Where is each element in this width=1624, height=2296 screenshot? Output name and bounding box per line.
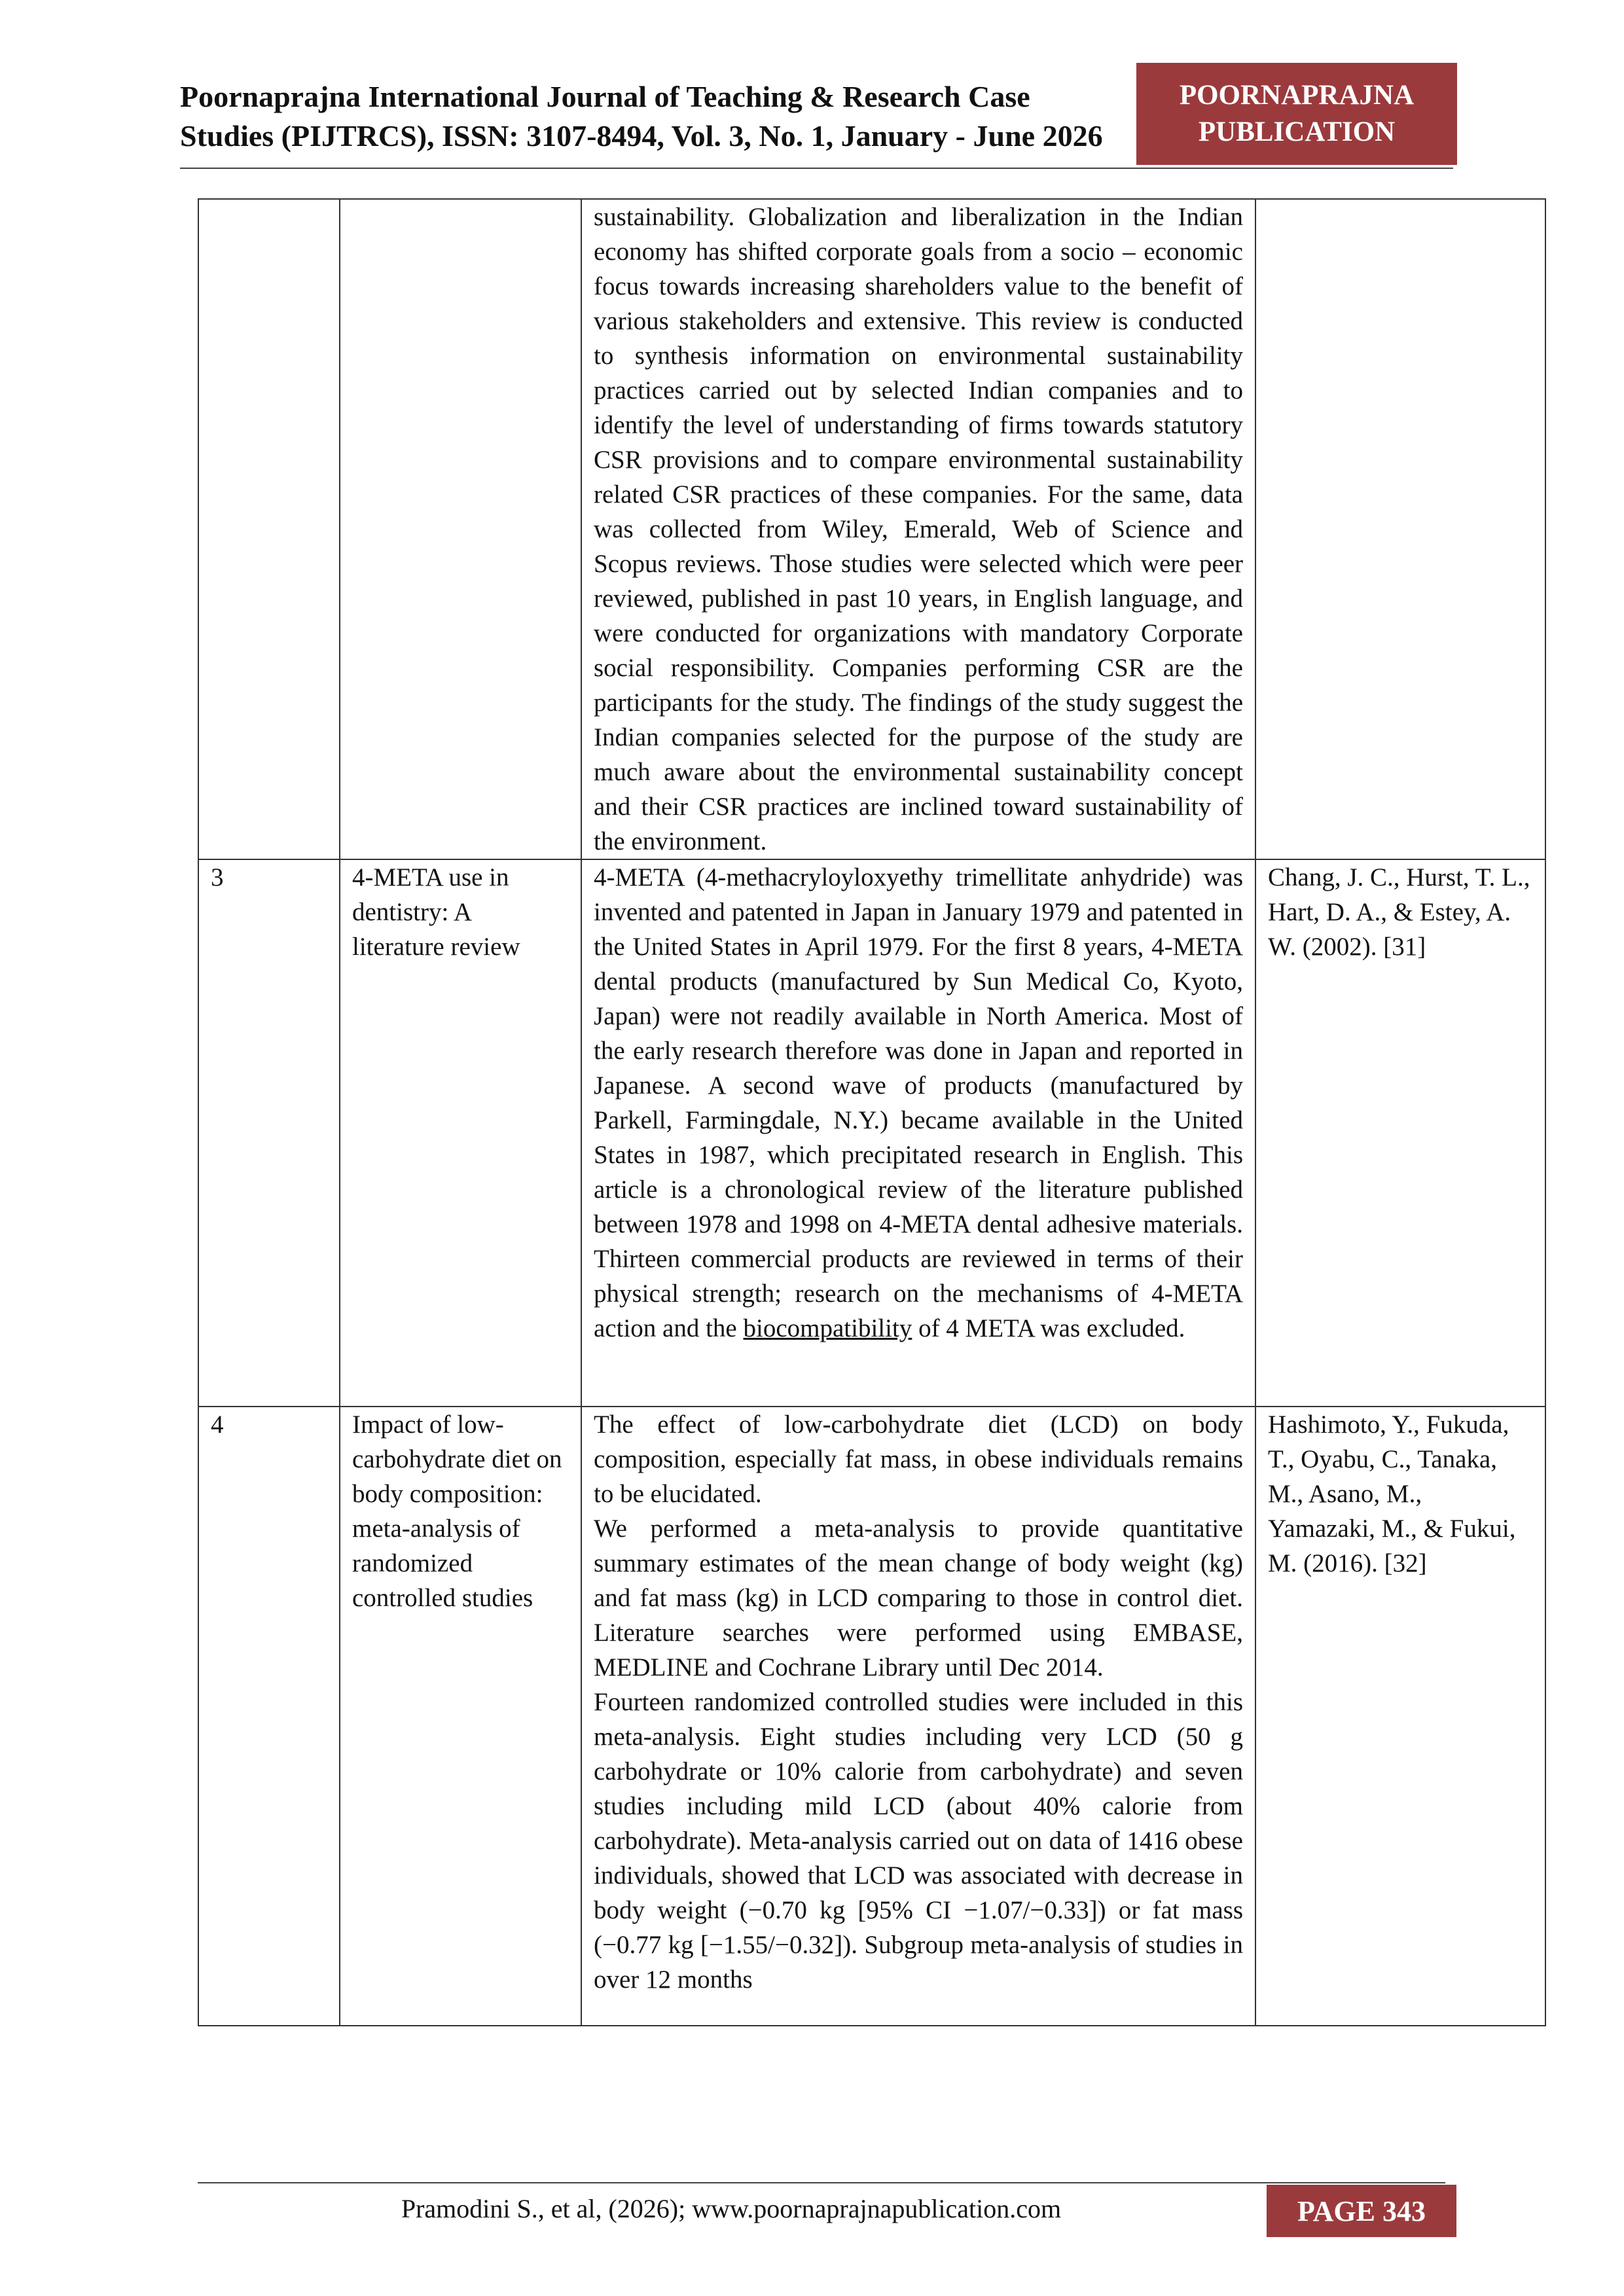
table-row (198, 1407, 1545, 2026)
literature-review-table (198, 198, 1546, 2026)
paper-title: 4-META use in dentistry: A literature review (340, 859, 581, 1407)
paper-reference (1255, 199, 1545, 859)
abstract-text: 4-META (4-methacryloyloxyethy trimellitate anhydride) was invented and patented in Japan in January 1979 and patented in the United States in April 1979. For the first 8 years, 4-META dental products (manufactured by Sun Medical Co, Kyoto, Japan) were not readily available in North America. Most of the early research therefore was done in Japan and reported in Japanese. A second wave of products (manufactured by Parkell, Farmingdale, N.Y.) became available in the United States in 1987, which precipitated research in English. This article is a chronological review of the literature published between 1978 and 1998 on 4-META dental adhesive materials. Thirteen commercial products are reviewed in terms of their physical strength; research on the mechanisms of 4-META action and the (594, 863, 1243, 1342)
abstract-paragraph: sustainability. Globalization and liberalization in the Indian economy has shifted corporate goals from a socio – economic focus towards increasing shareholders value to the benefit of various stakeholders and extensive. This review is conducted to synthesis information on environmental sustainability practices carried out by selected Indian companies and to identify the level of understanding of firms towards statutory CSR provisions and to compare environmental sustainability related CSR practices of these companies. For the same, data was collected from Wiley, Emerald, Web of Science and Scopus reviews. Those studies were selected which were peer reviewed, published in past 10 years, in English language, and were conducted for organizations with mandatory Corporate social responsibility. Companies performing CSR are the participants for the study. The findings of the study suggest the Indian companies selected for the purpose of the study are much aware about the environmental sustainability concept and their CSR practices are inclined toward sustainability of the environment. (594, 203, 1243, 855)
row-number (198, 199, 340, 859)
paper-abstract (581, 1407, 1255, 2026)
journal-header (180, 77, 1136, 156)
biocompatibility-link[interactable]: biocompatibility (743, 1314, 912, 1342)
paper-title: Impact of low-carbohydrate diet on body composition: meta-analysis of randomized controlled studies (340, 1407, 581, 2026)
journal-title-line-2: Studies (PIJTRCS), ISSN: 3107-8494, Vol. 3, No. 1, January - June 2026 (180, 119, 1103, 152)
row-number: 4 (198, 1407, 340, 2026)
publisher-badge-line-2: PUBLICATION (1198, 117, 1396, 147)
footer-citation: Pramodini S., et al, (2026); www.poornaprajnapublication.com (401, 2194, 1062, 2223)
paper-title (340, 199, 581, 859)
publisher-badge-line-1: POORNAPRAJNA (1179, 80, 1415, 111)
row-number: 3 (198, 859, 340, 1407)
paper-reference: Chang, J. C., Hurst, T. L., Hart, D. A., & Estey, A. W. (2002). [31] (1255, 859, 1545, 1407)
header-divider (180, 168, 1453, 169)
abstract-paragraph: Fourteen randomized controlled studies were included in this meta-analysis. Eight studies including very LCD (50 g carbohydrate or 10% calorie from carbohydrate) and seven studies including mild LCD (about 40% calorie from carbohydrate). Meta-analysis carried out on data of 1416 obese individuals, showed that LCD was associated with decrease in body weight (−0.70 kg [95% CI −1.07/−0.33]) or fat mass (−0.77 kg [−1.55/−0.32]). Subgroup meta-analysis of studies in over 12 months (594, 1688, 1243, 1994)
abstract-paragraph: We performed a meta-analysis to provide quantitative summary estimates of the mean change of body weight (kg) and fat mass (kg) in LCD comparing to those in control diet. Literature searches were performed using EMBASE, MEDLINE and Cochrane Library until Dec 2014. (594, 1515, 1243, 1681)
abstract-paragraph: The effect of low-carbohydrate diet (LCD) on body composition, especially fat mass, in obese individuals remains to be elucidated. (594, 1410, 1243, 1508)
page-number-badge: PAGE 343 (1267, 2185, 1456, 2237)
publisher-badge (1136, 63, 1457, 165)
footer-divider (198, 2182, 1445, 2183)
paper-abstract (581, 199, 1255, 859)
paper-reference: Hashimoto, Y., Fukuda, T., Oyabu, C., Tanaka, M., Asano, M., Yamazaki, M., & Fukui, M. (2016). [32] (1255, 1407, 1545, 2026)
paper-abstract (581, 859, 1255, 1407)
abstract-paragraph (594, 860, 1243, 1346)
journal-title-line-1: Poornaprajna International Journal of Teaching & Research Case (180, 80, 1030, 113)
table-row (198, 199, 1545, 859)
abstract-text-end: of 4 META was excluded. (912, 1314, 1185, 1342)
table-row (198, 859, 1545, 1407)
